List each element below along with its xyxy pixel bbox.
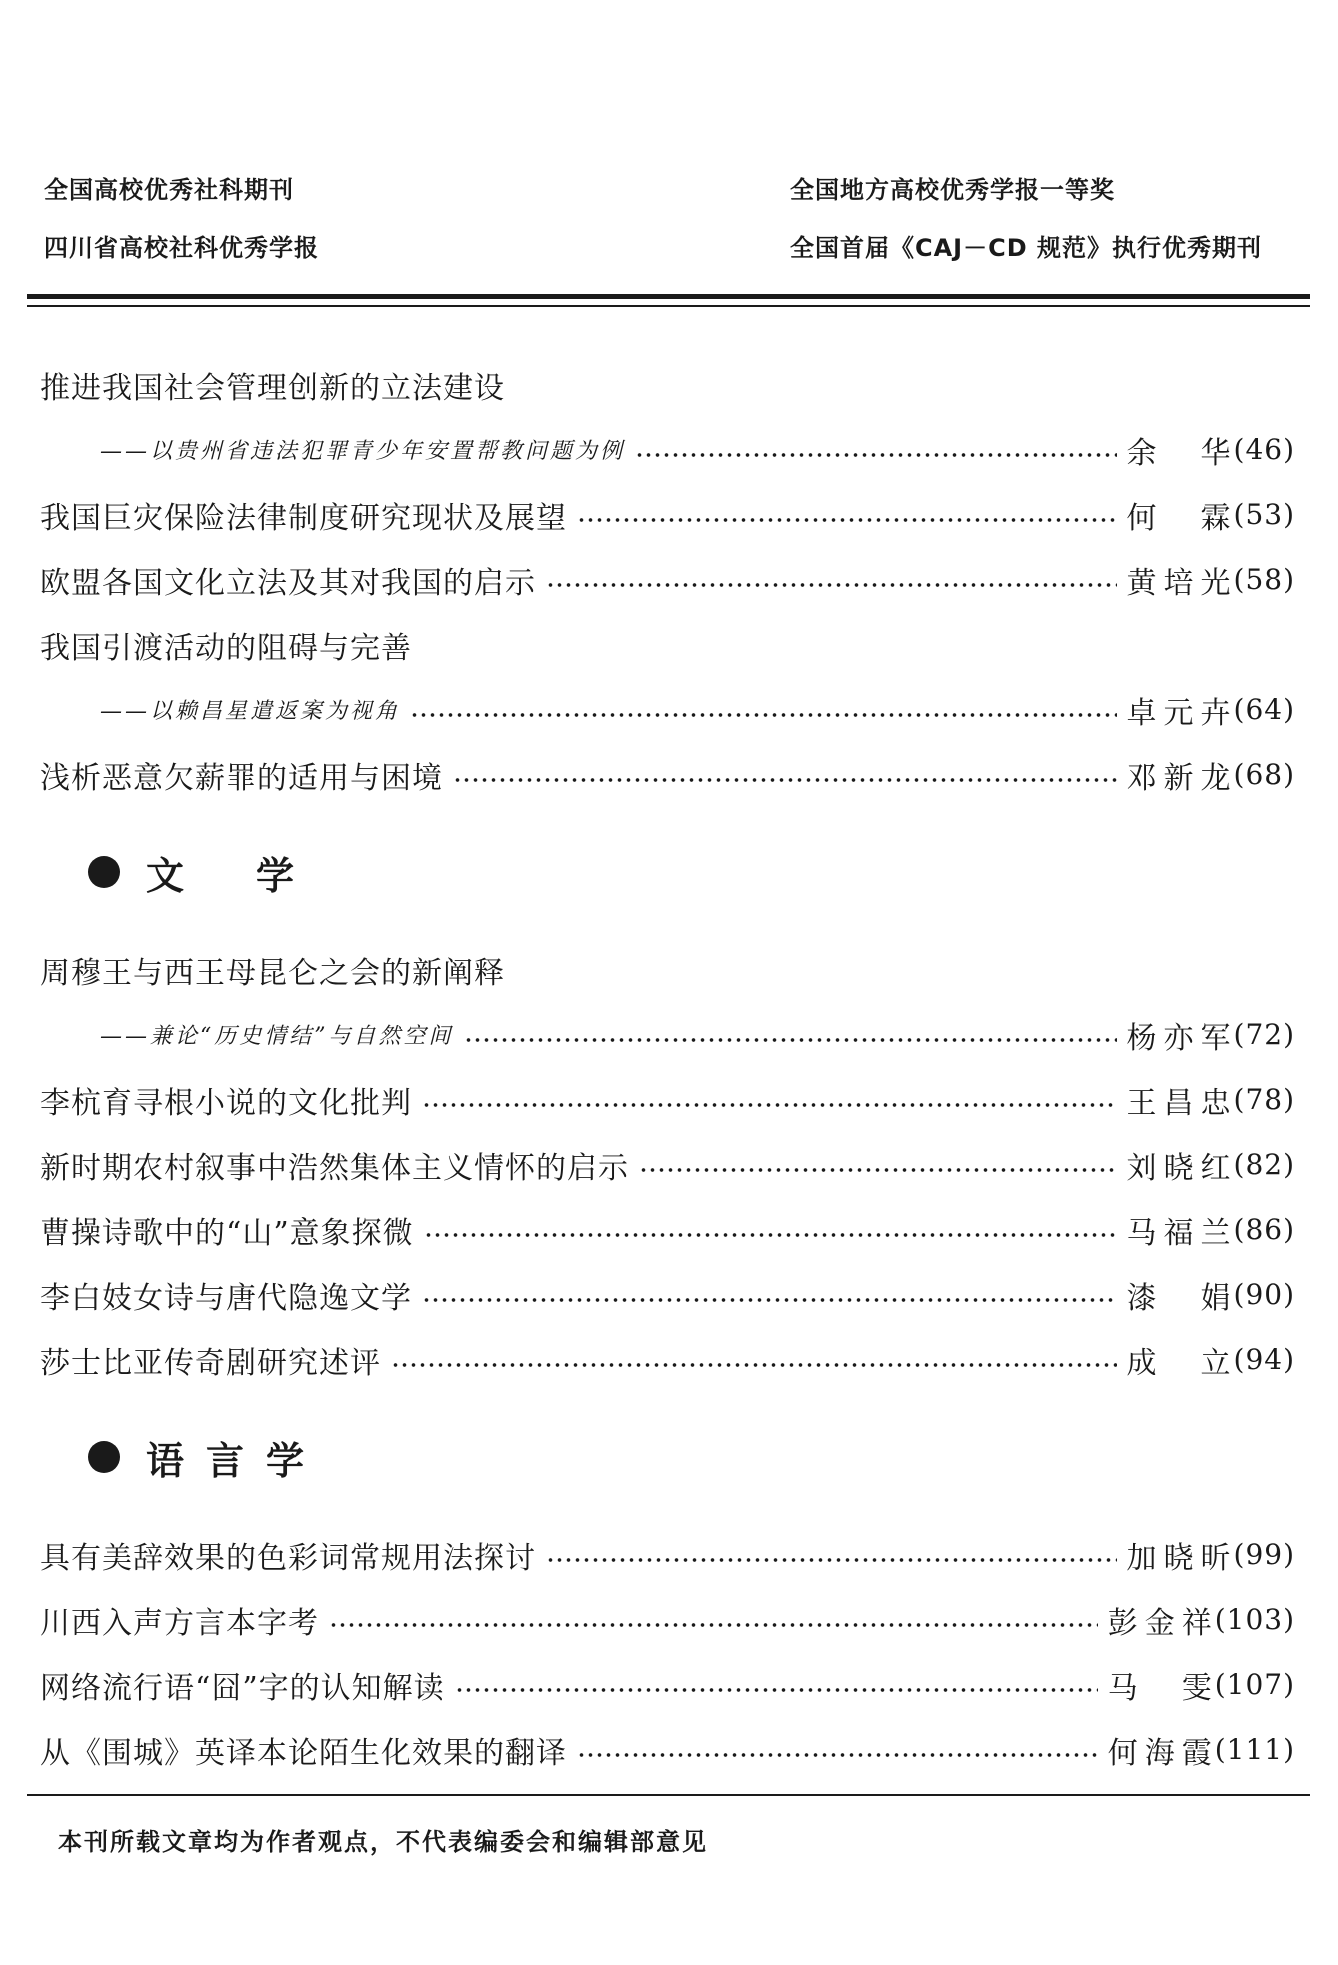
dot-leader — [422, 1103, 1117, 1107]
entry-subtitle: ——以贵州省违法犯罪青少年安置帮教问题为例 — [100, 439, 626, 464]
entry-title: 从《围城》英译本论陌生化效果的翻译 — [40, 1735, 567, 1771]
dot-leader — [391, 1363, 1117, 1367]
header-rule-thick — [27, 294, 1310, 299]
dot-leader — [546, 1558, 1117, 1562]
dot-leader — [546, 583, 1117, 587]
entry-page: (111) — [1214, 1733, 1295, 1766]
dot-leader — [639, 1168, 1117, 1172]
entry-title: 具有美辞效果的色彩词常规用法探讨 — [40, 1540, 536, 1576]
toc-entry[interactable] — [40, 677, 1295, 742]
dot-leader — [410, 713, 1117, 717]
entry-title: 推进我国社会管理创新的立法建设 — [40, 370, 505, 406]
entry-page: (107) — [1214, 1668, 1295, 1701]
toc-entry[interactable] — [40, 937, 1295, 1002]
bullet-icon — [88, 1441, 120, 1473]
entry-author: 马福兰 — [1126, 1215, 1232, 1251]
entry-title: 周穆王与西王母昆仑之会的新阐释 — [40, 955, 505, 991]
dot-leader — [424, 1233, 1117, 1237]
toc-entry[interactable] — [40, 1197, 1295, 1262]
section-literature — [40, 807, 1295, 937]
header-left-line2: 四川省高校社科优秀学报 — [44, 234, 319, 262]
entry-title: 李白妓女诗与唐代隐逸文学 — [40, 1280, 412, 1316]
entry-page: (82) — [1233, 1148, 1295, 1181]
toc-entry[interactable] — [40, 1652, 1295, 1717]
entry-title: 网络流行语“囧”字的认知解读 — [40, 1670, 445, 1706]
entry-page: (94) — [1233, 1343, 1295, 1376]
entry-page: (103) — [1214, 1603, 1295, 1636]
entry-title: 曹操诗歌中的“山”意象探微 — [40, 1215, 414, 1251]
header-right-line2: 全国首届《CAJ－CD 规范》执行优秀期刊 — [790, 234, 1263, 262]
dot-leader — [635, 453, 1117, 457]
dot-leader — [577, 518, 1117, 522]
entry-title: 浅析恶意欠薪罪的适用与困境 — [40, 760, 443, 796]
bullet-icon — [88, 856, 120, 888]
entry-subtitle: ——兼论“历史情结”与自然空间 — [100, 1024, 454, 1049]
entry-author: 刘晓红 — [1126, 1150, 1232, 1186]
entry-author: 何海霞 — [1107, 1735, 1213, 1771]
entry-page: (46) — [1233, 433, 1295, 466]
entry-author: 马雯 — [1107, 1670, 1213, 1706]
toc-entry[interactable] — [40, 352, 1295, 417]
header-rule-thin — [27, 305, 1310, 307]
toc-entry[interactable] — [40, 547, 1295, 612]
entry-page: (72) — [1233, 1018, 1295, 1051]
toc-entry[interactable] — [40, 1717, 1295, 1782]
footer-rule — [27, 1794, 1310, 1796]
entry-author: 黄培光 — [1126, 565, 1232, 601]
entry-title: 川西入声方言本字考 — [40, 1605, 319, 1641]
disclaimer-note: 本刊所载文章均为作者观点，不代表编委会和编辑部意见 — [58, 1828, 708, 1856]
entry-page: (99) — [1233, 1538, 1295, 1571]
entry-page: (58) — [1233, 563, 1295, 596]
toc-entry[interactable] — [40, 1587, 1295, 1652]
section-title: 文学 — [146, 852, 367, 898]
journal-header — [40, 170, 1298, 290]
toc-entry[interactable] — [40, 417, 1295, 482]
entry-page: (78) — [1233, 1083, 1295, 1116]
dot-leader — [577, 1753, 1098, 1757]
entry-author: 何霖 — [1126, 500, 1232, 536]
entry-title: 李杭育寻根小说的文化批判 — [40, 1085, 412, 1121]
header-right-line1: 全国地方高校优秀学报一等奖 — [790, 176, 1115, 204]
entry-title: 欧盟各国文化立法及其对我国的启示 — [40, 565, 536, 601]
toc-entry[interactable] — [40, 1522, 1295, 1587]
entry-page: (86) — [1233, 1213, 1295, 1246]
entry-page: (90) — [1233, 1278, 1295, 1311]
toc-entry[interactable] — [40, 1327, 1295, 1392]
entry-author: 邓新龙 — [1126, 760, 1232, 796]
section-title: 语言学 — [146, 1437, 327, 1483]
entry-author: 余华 — [1126, 435, 1232, 471]
entry-author: 漆娟 — [1126, 1280, 1232, 1316]
table-of-contents — [40, 352, 1295, 1782]
dot-leader — [453, 778, 1117, 782]
entry-page: (53) — [1233, 498, 1295, 531]
entry-author: 加晓昕 — [1126, 1540, 1232, 1576]
entry-author: 王昌忠 — [1126, 1085, 1232, 1121]
toc-entry[interactable] — [40, 742, 1295, 807]
toc-entry[interactable] — [40, 1132, 1295, 1197]
dot-leader — [422, 1298, 1117, 1302]
entry-author: 成立 — [1126, 1345, 1232, 1381]
entry-title: 莎士比亚传奇剧研究述评 — [40, 1345, 381, 1381]
entry-page: (68) — [1233, 758, 1295, 791]
toc-entry[interactable] — [40, 1002, 1295, 1067]
entry-author: 卓元卉 — [1126, 695, 1232, 731]
entry-page: (64) — [1233, 693, 1295, 726]
entry-subtitle: ——以赖昌星遣返案为视角 — [100, 699, 401, 724]
section-linguistics — [40, 1392, 1295, 1522]
toc-entry[interactable] — [40, 1262, 1295, 1327]
dot-leader — [464, 1038, 1117, 1042]
entry-author: 彭金祥 — [1107, 1605, 1213, 1641]
entry-title: 新时期农村叙事中浩然集体主义情怀的启示 — [40, 1150, 629, 1186]
entry-title: 我国引渡活动的阻碍与完善 — [40, 630, 412, 666]
entry-title: 我国巨灾保险法律制度研究现状及展望 — [40, 500, 567, 536]
dot-leader — [329, 1623, 1098, 1627]
toc-entry[interactable] — [40, 1067, 1295, 1132]
toc-entry[interactable] — [40, 612, 1295, 677]
toc-entry[interactable] — [40, 482, 1295, 547]
dot-leader — [455, 1688, 1098, 1692]
header-left-line1: 全国高校优秀社科期刊 — [44, 176, 294, 204]
entry-author: 杨亦军 — [1126, 1020, 1232, 1056]
